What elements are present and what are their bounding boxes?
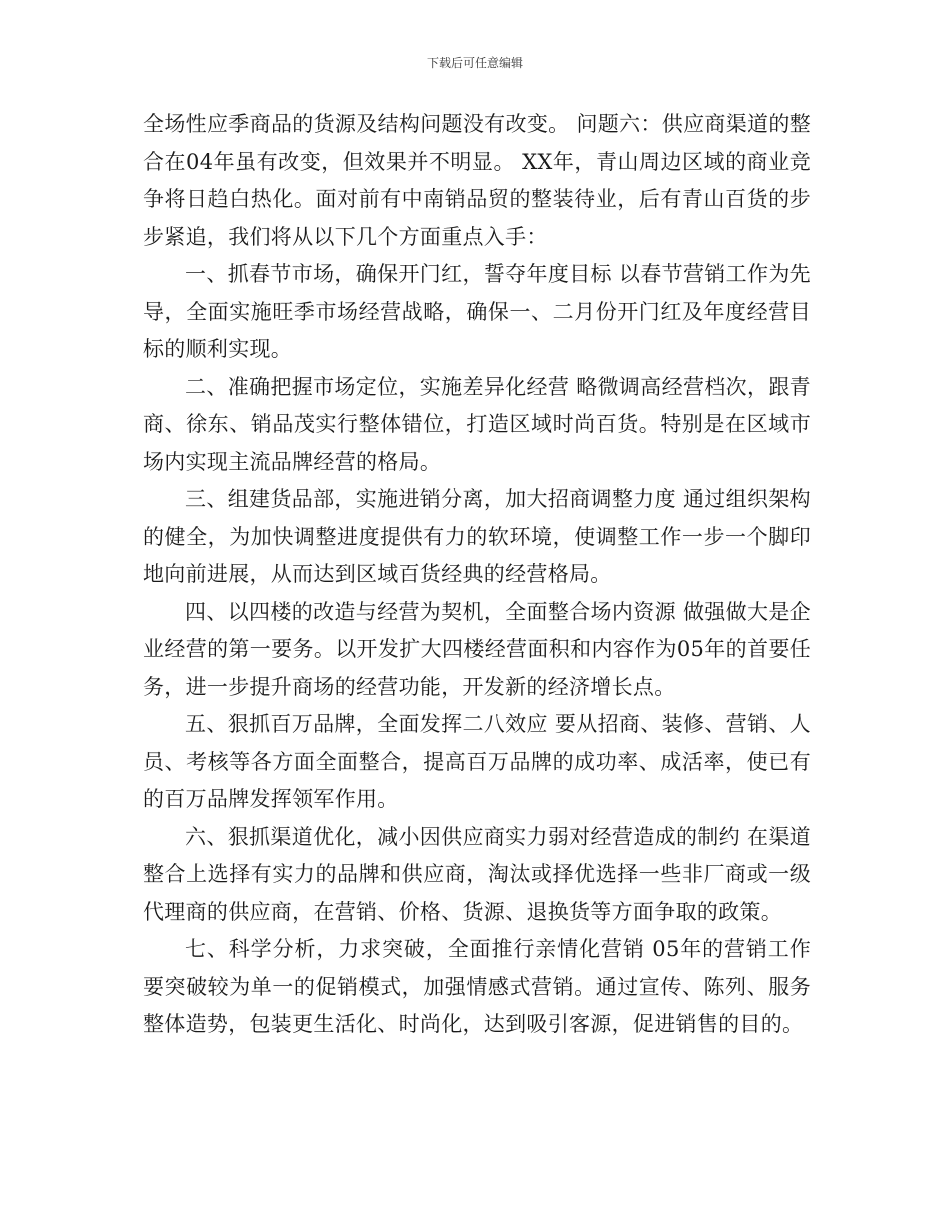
paragraph-item-3: 三、组建货品部，实施进销分离，加大招商调整力度 通过组织架构的健全，为加快调整进度提供有力的软环境，使调整工作一步一个脚印地向前进展，从而达到区域百货经典的经营格局。	[143, 487, 811, 586]
paragraph-continuation: 全场性应季商品的货源及结构问题没有改变。 问题六：供应商渠道的整合在04年虽有改变，但效果并不明显。 XX年，青山周边区域的商业竞争将日趋白热化。面对前有中南销品贸的整装待业，后有青山百货的步步紧追，我们将从以下几个方面重点入手：	[143, 112, 811, 249]
document-body	[143, 106, 811, 1044]
page-header-note: 下载后可任意编辑	[426, 56, 523, 70]
paragraph-item-1: 一、抓春节市场，确保开门红，誓夺年度目标 以春节营销工作为先导，全面实施旺季市场经营战略，确保一、二月份开门红及年度经营目标的顺利实现。	[143, 262, 811, 361]
paragraph-item-7: 七、科学分析，力求突破，全面推行亲情化营销 05年的营销工作要突破较为单一的促销模式，加强情感式营销。通过宣传、陈列、服务整体造势，包装更生活化、时尚化，达到吸引客源，促进销售的目的。	[143, 937, 811, 1036]
paragraph-item-4: 四、以四楼的改造与经营为契机，全面整合场内资源 做强做大是企业经营的第一要务。以开发扩大四楼经营面积和内容作为05年的首要任务，进一步提升商场的经营功能，开发新的经济增长点。	[143, 599, 811, 699]
paragraph-item-6: 六、狠抓渠道优化，减小因供应商实力弱对经营造成的制约 在渠道整合上选择有实力的品牌和供应商，淘汰或择优选择一些非厂商或一级代理商的供应商，在营销、价格、货源、退换货等方面争取的政策。	[143, 824, 811, 924]
paragraph-item-5: 五、狠抓百万品牌，全面发挥二八效应 要从招商、装修、营销、人员、考核等各方面全面整合，提高百万品牌的成功率、成活率，使已有的百万品牌发挥领军作用。	[143, 712, 811, 811]
paragraph-item-2: 二、准确把握市场定位，实施差异化经营 略微调高经营档次，跟青商、徐东、销品茂实行整体错位，打造区域时尚百货。特别是在区域市场内实现主流品牌经营的格局。	[143, 374, 811, 474]
